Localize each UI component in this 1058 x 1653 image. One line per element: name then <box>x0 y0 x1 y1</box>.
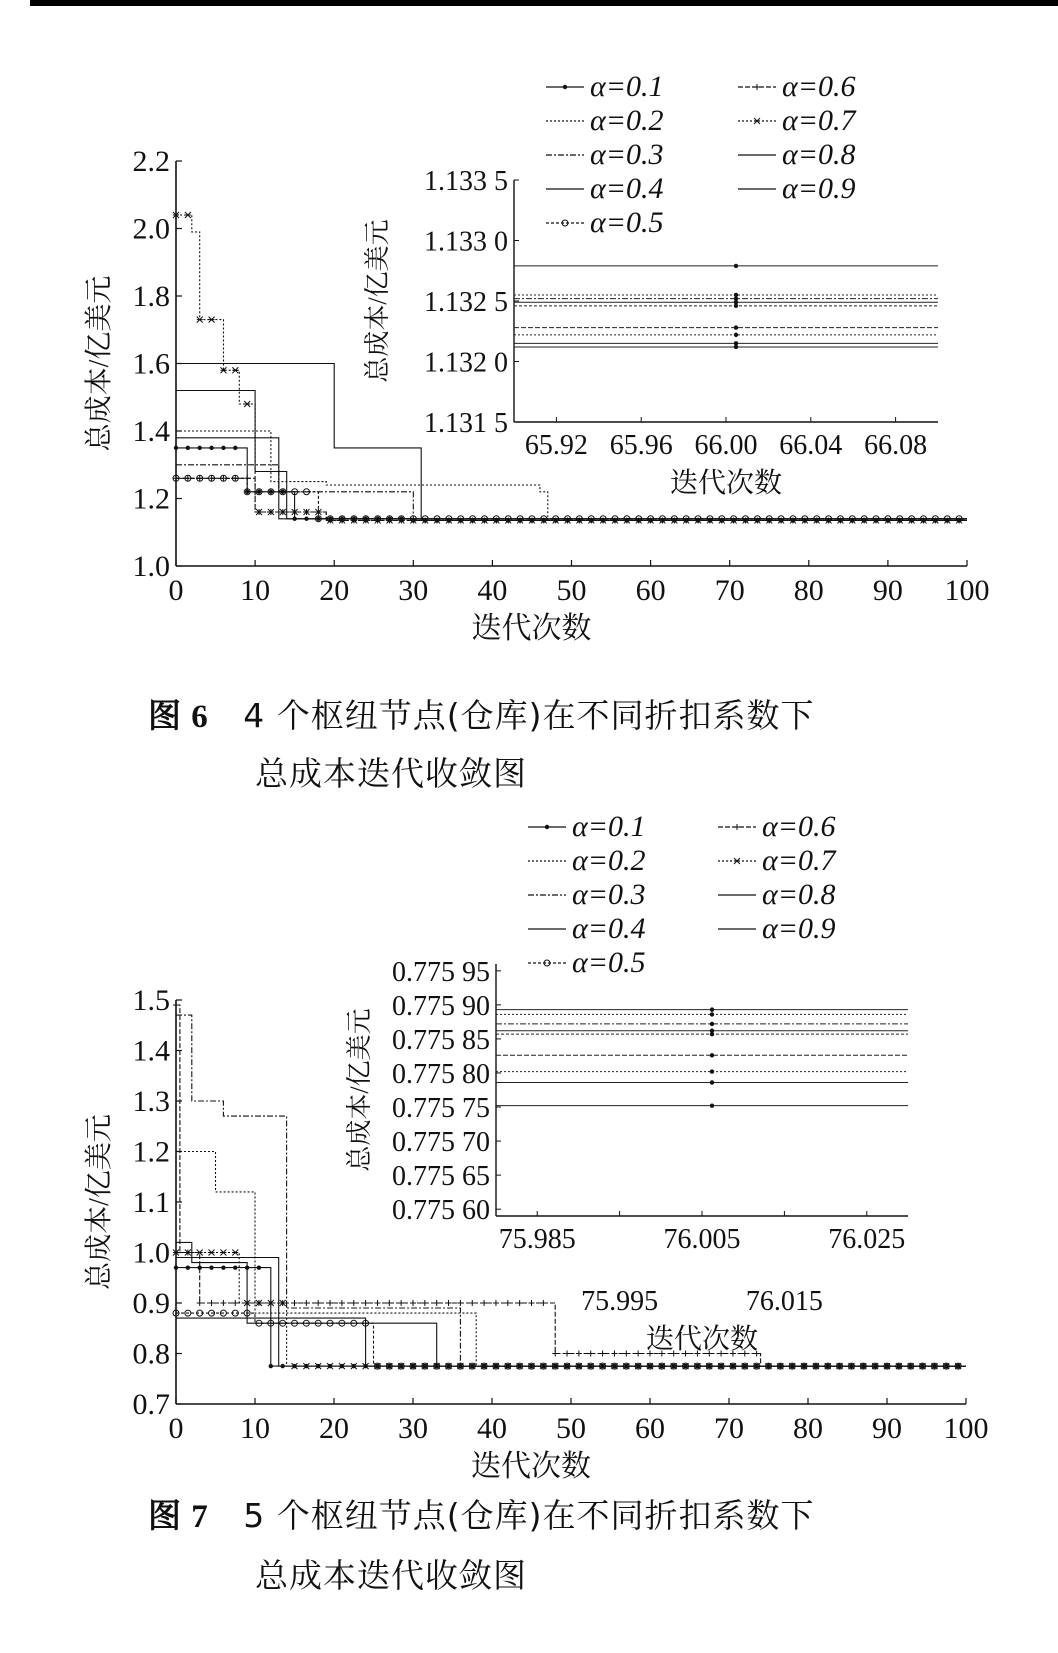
figure-7-caption-line1 <box>148 1490 814 1537</box>
figure-6-number: 图 6 <box>148 699 209 735</box>
series-marker-1 <box>221 446 225 450</box>
inset-y-tick-label: 0.775 75 <box>392 1093 490 1125</box>
legend-marker-6 <box>754 84 760 90</box>
x-tick-label: 60 <box>635 1412 665 1445</box>
series-line-5 <box>176 1313 966 1366</box>
inset-series-marker-7 <box>710 1069 714 1073</box>
x-tick-label: 80 <box>793 1412 823 1445</box>
series-marker-6 <box>588 1351 594 1357</box>
series-marker-6 <box>540 1300 546 1306</box>
series-marker-6 <box>623 1351 629 1357</box>
inset-x-tick-label: 66.00 <box>694 430 758 461</box>
series-marker-1 <box>257 1265 261 1269</box>
inset-series-marker-5 <box>734 304 738 308</box>
y-tick-label: 1.3 <box>132 1085 170 1118</box>
series-marker-6 <box>292 1300 298 1306</box>
inset-bg <box>496 964 908 1216</box>
series-marker-6 <box>209 1300 215 1306</box>
series-marker-1 <box>209 1265 213 1269</box>
inset-y-axis-label: 总成本/亿美元 <box>363 219 392 383</box>
legend-label-7: α=0.7 <box>762 844 836 877</box>
inset-y-tick-label: 1.132 0 <box>424 347 508 379</box>
inset-x-tick-label: 75.995 <box>581 1286 659 1317</box>
series-line-1 <box>176 1268 966 1367</box>
inset-y-tick-label: 0.775 95 <box>392 956 490 988</box>
inset-x-tick-label: 75.985 <box>498 1224 576 1255</box>
legend-marker-1 <box>545 825 549 829</box>
legend-label-5: α=0.5 <box>572 946 646 979</box>
legend-marker-7 <box>754 118 760 124</box>
inset-series-marker-1 <box>734 264 738 268</box>
legend-label-5: α=0.5 <box>590 206 664 239</box>
inset-x-axis-label: 迭代次数 <box>669 468 783 499</box>
legend-label-3: α=0.3 <box>572 878 646 911</box>
legend-label-3: α=0.3 <box>590 138 664 171</box>
inset-x-axis-label: 迭代次数 <box>645 1324 759 1355</box>
series-marker-6 <box>244 475 250 481</box>
x-tick-label: 40 <box>477 1412 507 1445</box>
legend-label-1: α=0.1 <box>590 70 664 103</box>
inset-x-tick-label: 65.96 <box>609 430 673 461</box>
series-marker-6 <box>611 1351 617 1357</box>
inset-series-marker-1 <box>710 1007 714 1011</box>
inset-y-tick-label: 1.132 5 <box>424 287 508 318</box>
y-tick-label: 1.1 <box>132 1186 170 1219</box>
y-tick-label: 1.8 <box>132 280 170 313</box>
series-marker-1 <box>174 1265 178 1269</box>
legend-label-9: α=0.9 <box>762 912 836 945</box>
figure-6-caption-line2: 总成本迭代收敛图 <box>255 754 527 793</box>
y-tick-label: 1.2 <box>132 482 170 516</box>
y-tick-label: 1.0 <box>132 1236 170 1270</box>
inset-x-tick-label: 76.005 <box>663 1224 741 1255</box>
inset-series-marker-6 <box>710 1053 714 1057</box>
series-marker-1 <box>198 446 202 450</box>
x-tick-label: 20 <box>319 1412 349 1445</box>
legend-label-2: α=0.2 <box>572 844 646 877</box>
series-marker-6 <box>351 1300 357 1306</box>
series-marker-6 <box>481 1300 487 1306</box>
series-line-4 <box>176 1258 966 1367</box>
series-marker-6 <box>327 1300 333 1306</box>
x-tick-label: 50 <box>556 1412 586 1445</box>
series-marker-7 <box>244 401 250 407</box>
series-marker-6 <box>303 1300 309 1306</box>
series-marker-6 <box>517 1300 523 1306</box>
series-marker-7 <box>209 1250 215 1256</box>
series-marker-1 <box>221 1265 225 1269</box>
x-tick-label: 60 <box>635 574 666 607</box>
legend-label-2: α=0.2 <box>590 104 664 137</box>
inset-series-marker-9 <box>734 345 738 349</box>
inset-x-tick-label: 65.92 <box>524 430 588 461</box>
y-tick-label: 1.4 <box>132 415 170 448</box>
x-tick-label: 90 <box>872 1412 902 1445</box>
series-marker-6 <box>434 1300 440 1306</box>
series-marker-6 <box>374 1300 380 1306</box>
inset-x-tick-label: 76.015 <box>745 1286 823 1317</box>
x-tick-label: 0 <box>168 1412 184 1445</box>
series-marker-1 <box>269 1364 273 1368</box>
series-marker-6 <box>232 1300 238 1306</box>
series-marker-6 <box>564 1351 570 1357</box>
series-marker-6 <box>529 1300 535 1306</box>
legend-label-6: α=0.6 <box>782 70 856 103</box>
figure-6-caption-line1 <box>148 690 814 737</box>
figure-7-number: 图 7 <box>148 1499 209 1535</box>
series-marker-7 <box>209 317 215 323</box>
series-marker-6 <box>398 1300 404 1306</box>
series-marker-6 <box>386 1300 392 1306</box>
series-marker-1 <box>174 446 178 450</box>
x-tick-label: 70 <box>714 1412 744 1445</box>
series-line-9 <box>176 1318 966 1366</box>
x-tick-label: 70 <box>714 574 745 607</box>
x-tick-label: 100 <box>944 574 990 607</box>
inset-bg <box>514 180 938 422</box>
legend-label-1: α=0.1 <box>572 810 646 843</box>
x-axis-label: 迭代次数 <box>471 612 592 645</box>
inset-x-tick-label: 76.025 <box>828 1224 906 1255</box>
inset-series-marker-8 <box>710 1080 714 1084</box>
inset-y-tick-label: 0.775 65 <box>392 1161 490 1193</box>
x-tick-label: 40 <box>477 574 508 607</box>
x-tick-label: 10 <box>240 1412 270 1445</box>
legend-label-4: α=0.4 <box>590 172 664 205</box>
legend-marker-1 <box>563 85 567 89</box>
series-marker-6 <box>197 1300 203 1306</box>
y-tick-label: 0.9 <box>132 1287 170 1320</box>
series-marker-7 <box>232 1250 238 1256</box>
series-marker-6 <box>635 1351 641 1357</box>
legend-label-4: α=0.4 <box>572 912 646 945</box>
inset-series-marker-2 <box>710 1012 714 1016</box>
inset-series-marker-6 <box>734 325 738 329</box>
y-tick-label: 2.0 <box>132 212 170 246</box>
series-marker-1 <box>233 1265 237 1269</box>
figure-6-title: 4 个枢纽节点(仓库)在不同折扣系数下 <box>243 696 815 735</box>
y-tick-label: 1.0 <box>132 550 170 583</box>
series-marker-1 <box>209 446 213 450</box>
series-marker-6 <box>576 1351 582 1357</box>
y-tick-label: 1.6 <box>132 347 170 381</box>
inset-y-tick-label: 0.775 70 <box>392 1127 490 1159</box>
series-marker-6 <box>410 1300 416 1306</box>
series-line-7 <box>176 1253 966 1367</box>
legend-marker-7 <box>734 858 740 864</box>
series-marker-1 <box>233 446 237 450</box>
inset-series-marker-7 <box>734 333 738 337</box>
y-axis-label: 总成本/亿美元 <box>84 275 115 452</box>
series-marker-6 <box>339 1300 345 1306</box>
inset-y-tick-label: 1.133 0 <box>424 226 508 258</box>
series-marker-6 <box>422 1300 428 1306</box>
x-tick-label: 100 <box>943 1412 989 1445</box>
series-marker-6 <box>315 1300 321 1306</box>
x-axis-label: 迭代次数 <box>471 1450 591 1483</box>
series-marker-6 <box>446 1300 452 1306</box>
legend-label-7: α=0.7 <box>782 104 856 137</box>
y-axis-label: 总成本/亿美元 <box>84 1114 115 1290</box>
chart-figure-6 <box>0 60 1058 660</box>
inset-y-tick-label: 0.775 85 <box>392 1024 490 1056</box>
legend-label-6: α=0.6 <box>762 810 836 843</box>
inset-x-tick-label: 66.04 <box>779 430 843 461</box>
figure-7-caption-line2: 总成本迭代收敛图 <box>255 1556 527 1595</box>
series-marker-6 <box>493 1300 499 1306</box>
inset-series-marker-9 <box>710 1103 714 1107</box>
inset-y-tick-label: 1.131 5 <box>424 408 508 439</box>
series-marker-6 <box>220 1300 226 1306</box>
inset-series-marker-5 <box>710 1032 714 1036</box>
x-tick-label: 30 <box>398 1412 428 1445</box>
x-tick-label: 10 <box>240 574 271 607</box>
series-marker-6 <box>505 1300 511 1306</box>
series-marker-6 <box>552 1351 558 1357</box>
legend-marker-6 <box>734 824 740 830</box>
inset-y-tick-label: 0.775 90 <box>392 990 490 1022</box>
inset-y-tick-label: 0.775 80 <box>392 1058 490 1090</box>
series-marker-6 <box>363 1300 369 1306</box>
series-marker-7 <box>220 1250 226 1256</box>
y-tick-label: 0.8 <box>132 1337 170 1371</box>
legend-label-8: α=0.8 <box>762 878 836 911</box>
series-marker-1 <box>186 1265 190 1269</box>
series-marker-6 <box>469 1300 475 1306</box>
x-tick-label: 90 <box>872 574 903 607</box>
x-tick-label: 50 <box>556 574 587 607</box>
inset-series-marker-3 <box>710 1022 714 1026</box>
y-tick-label: 2.2 <box>132 145 170 178</box>
x-tick-label: 80 <box>793 574 824 607</box>
legend-label-9: α=0.9 <box>782 172 856 205</box>
series-marker-7 <box>185 212 191 218</box>
top-rule <box>30 0 1058 6</box>
y-tick-label: 1.5 <box>132 984 170 1017</box>
chart-figure-7 <box>0 780 1058 1483</box>
series-marker-7 <box>232 367 238 373</box>
series-marker-6 <box>457 1300 463 1306</box>
y-tick-label: 1.4 <box>132 1034 170 1068</box>
x-tick-label: 0 <box>168 574 184 607</box>
series-marker-6 <box>600 1351 606 1357</box>
y-tick-label: 0.7 <box>132 1388 170 1421</box>
legend-label-8: α=0.8 <box>782 138 856 171</box>
y-tick-label: 1.2 <box>132 1135 170 1169</box>
series-marker-1 <box>186 446 190 450</box>
series-marker-7 <box>197 317 203 323</box>
inset-x-tick-label: 66.08 <box>864 430 928 461</box>
inset-y-axis-label: 总成本/亿美元 <box>345 1008 374 1172</box>
x-tick-label: 20 <box>319 574 350 607</box>
figure-7-title: 5 个枢纽节点(仓库)在不同折扣系数下 <box>243 1496 815 1535</box>
inset-y-tick-label: 1.133 5 <box>424 166 508 197</box>
inset-y-tick-label: 0.775 60 <box>392 1195 490 1227</box>
series-marker-6 <box>173 1002 179 1008</box>
x-tick-label: 30 <box>398 574 429 607</box>
